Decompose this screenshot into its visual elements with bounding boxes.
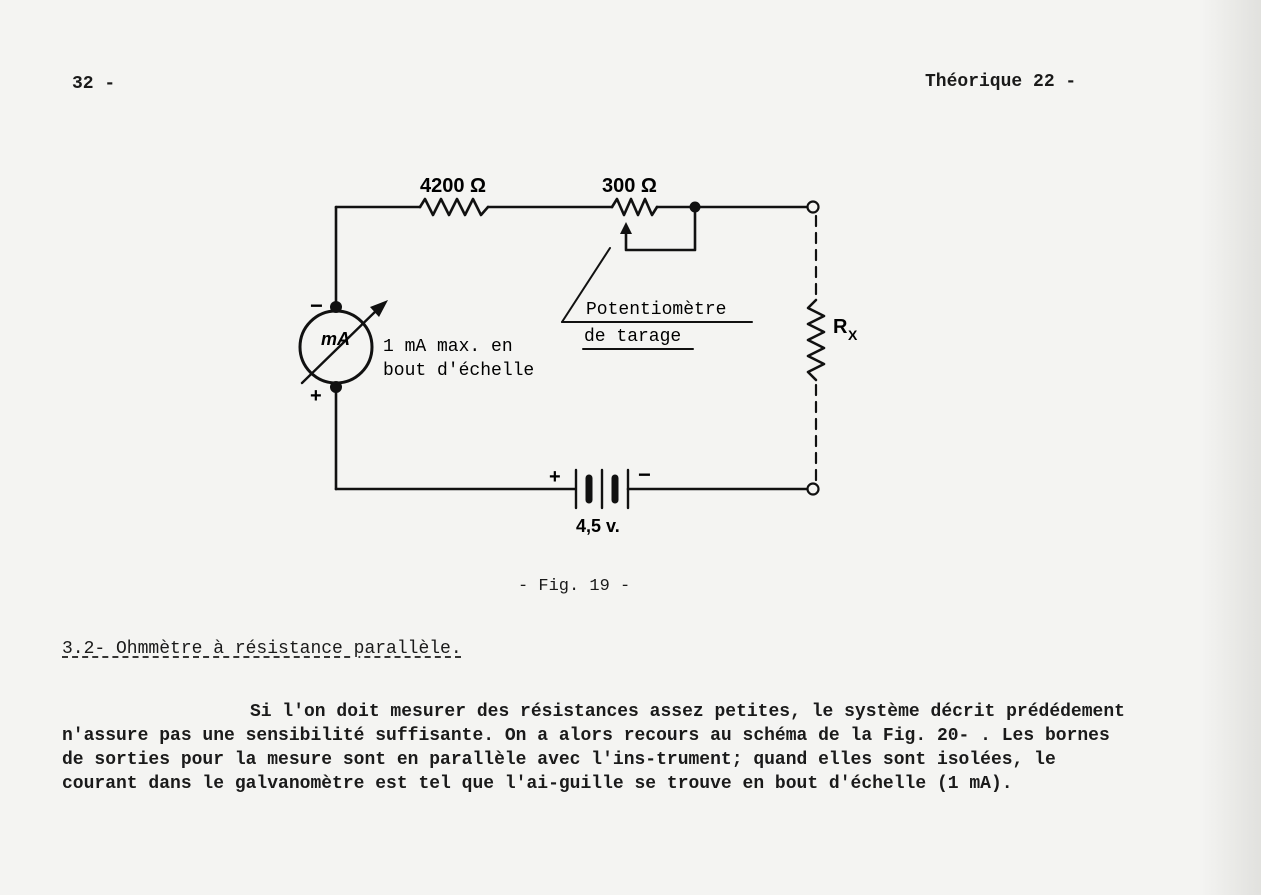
output-terminal-bottom (808, 484, 819, 495)
meter-minus-sign: − (310, 293, 323, 318)
body-paragraph: Si l'on doit mesurer des résistances assez petites, le système décrit prédédement n'assure pas une sensibilité suffisante. On a alors recours au schéma de la Fig. 20- . Les bornes de sorties pour la mesure sont en parallèle avec l'ins-trument; quand elles sont isolées, le courant dans le galvanomètre est tel que l'ai-guille se trouve en bout d'échelle (1 mA). (62, 702, 1125, 794)
figure-caption: - Fig. 19 - (518, 577, 631, 596)
meter-note-line2: bout d'échelle (383, 361, 535, 381)
pot-junction-node (690, 202, 701, 213)
potentiometer-300-ohm (612, 199, 657, 215)
circuit-diagram-fig-19 (290, 160, 890, 540)
battery-minus-sign: − (638, 462, 651, 487)
section-heading: 3.2- Ohmmètre à résistance parallèle. (62, 639, 462, 659)
battery-voltage-label: 4,5 v. (576, 516, 620, 536)
meter-negative-node (330, 301, 342, 313)
potentiometer-caption-line1: Potentiomètre (586, 300, 727, 320)
page-number: 32 - (72, 74, 116, 94)
resistor-4200-label: 4200 Ω (420, 175, 487, 197)
resistor-4200-ohm (420, 199, 488, 215)
meter-plus-sign: + (310, 385, 322, 407)
output-terminal-top (808, 202, 819, 213)
milliammeter-symbol: mA (321, 329, 351, 349)
potentiometer-value-label: 300 Ω (602, 175, 657, 197)
battery-plus-sign: + (549, 466, 561, 488)
page-edge-shadow (1201, 0, 1261, 895)
rx-subscript: X (848, 327, 858, 343)
meter-positive-node (330, 381, 342, 393)
meter-note-line1: 1 mA max. en (383, 337, 513, 357)
body-paragraph-container (62, 700, 1142, 796)
potentiometer-caption-line2: de tarage (584, 327, 682, 347)
resistor-rx (808, 300, 824, 380)
running-head: Théorique 22 - (925, 72, 1077, 92)
rx-label: R (833, 316, 848, 338)
potentiometer-wiper-arrowhead (620, 222, 632, 234)
